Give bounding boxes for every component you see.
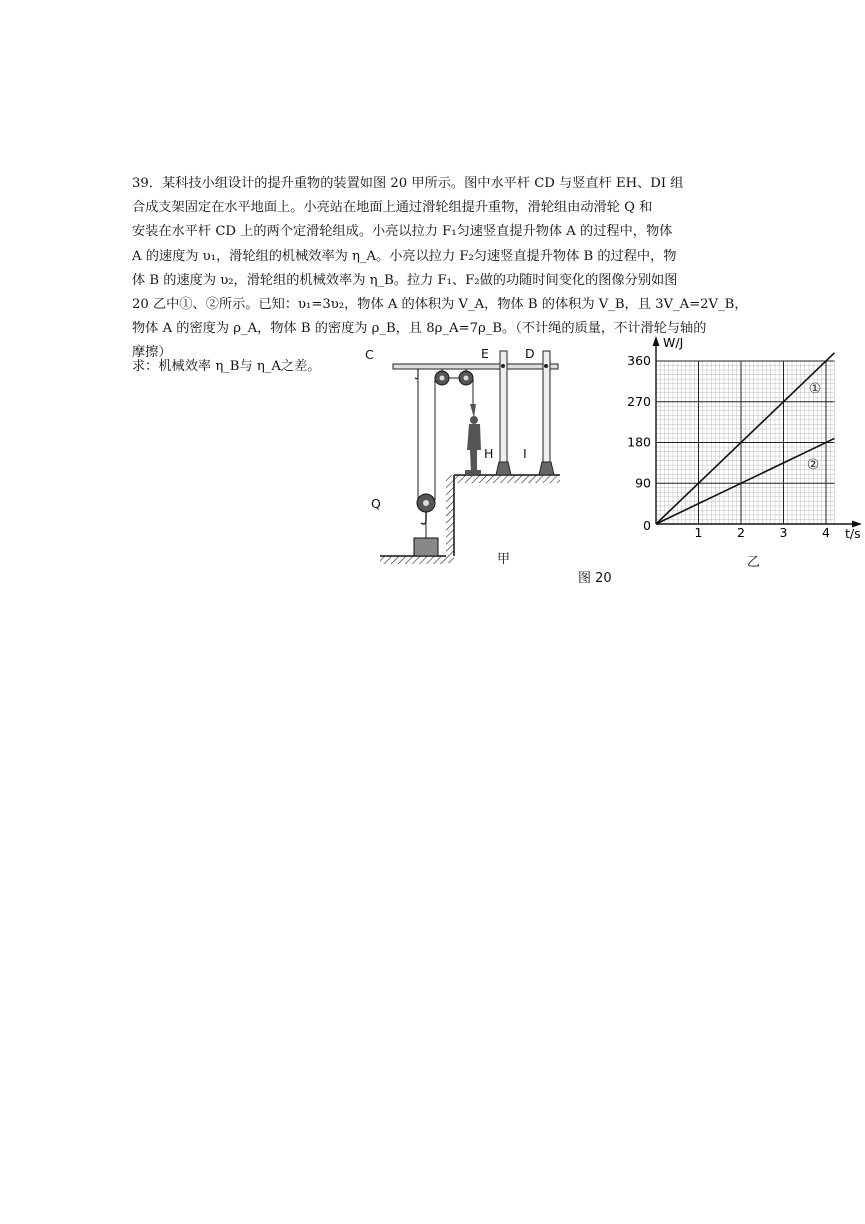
label-q: Q [371,496,381,511]
problem-line-7: 物体 A 的密度为 ρ_A，物体 B 的密度为 ρ_B，且 8ρ_A=7ρ_B。（不计绳的质量，不计滑轮与轴的 [132,321,707,337]
x-tick-label: 1 [694,525,703,540]
problem-line-4: A 的速度为 υ₁，滑轮组的机械效率为 η_A。小亮以拉力 F₂匀速竖直提升物体 B 的过程中，物 [132,248,677,264]
problem-line-3: 安装在水平杆 CD 上的两个定滑轮组成。小亮以拉力 F₁匀速竖直提升物体 A 的过程中，物体 [132,224,673,240]
x-tick-label: 4 [822,525,830,540]
label-i: I [523,446,527,461]
label-c: C [365,347,374,362]
caption-yi: 乙 [747,555,761,570]
x-tick-label: 2 [737,525,745,540]
label-h: H [484,446,494,461]
problem-line-1: 39．某科技小组设计的提升重物的装置如图 20 甲所示。图中水平杆 CD 与竖直杆 EH、DI 组 [132,176,684,191]
x-axis-label: t/s [845,526,861,541]
y-axis-label: W/J [663,335,684,350]
problem-line-5: 体 B 的速度为 υ₂，滑轮组的机械效率为 η_B。拉力 F₁、F₂做的功随时间变化的图像分别如图 [132,272,678,288]
origin-label: 0 [643,518,651,533]
label-e: E [481,346,489,361]
y-tick-label: 360 [627,353,651,368]
x-tick-label: 3 [779,525,788,540]
chart-axes [653,336,863,528]
problem-line-2: 合成支架固定在水平地面上。小亮站在地面上通过滑轮组提升重物，滑轮组由动滑轮 Q 和 [132,200,653,216]
series-label-1: ① [808,381,822,397]
y-tick-label: 270 [627,393,651,409]
problem-line-6: 20 乙中①、②所示。已知：υ₁=3υ₂，物体 A 的体积为 V_A，物体 B 的体积为 V_B，且 3V_A=2V_B， [132,297,748,313]
question-text: 求：机械效率 η_B与 η_A之差。 [132,359,321,374]
caption-jia: 甲 [497,552,511,567]
label-d: D [525,346,535,361]
series-label-2: ② [806,457,820,473]
problem-line-8: 摩擦） [132,345,172,361]
y-tick-label: 90 [635,475,651,491]
y-tick-label: 180 [627,434,651,450]
y-axis-arrow [653,336,660,346]
figure-caption: 图 20 [578,571,612,586]
